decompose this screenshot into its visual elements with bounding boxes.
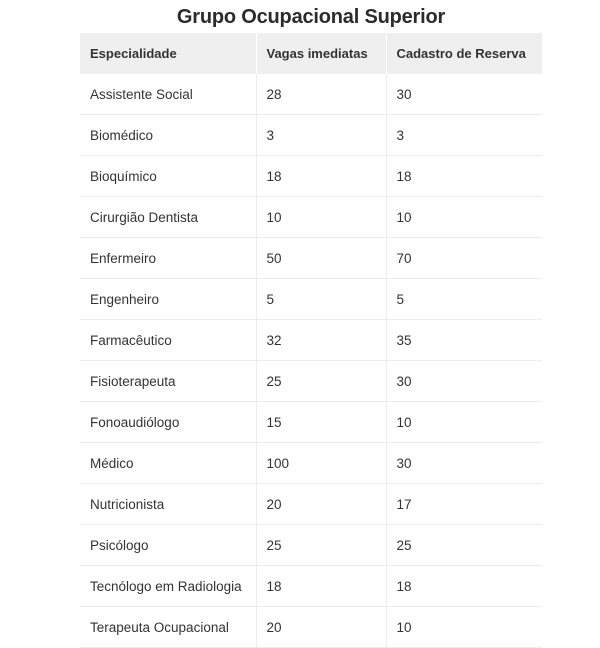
cell-especialidade: Farmacêutico	[80, 320, 256, 361]
cell-cadastro-reserva: 10	[386, 607, 542, 648]
cell-cadastro-reserva: 18	[386, 566, 542, 607]
table-row	[80, 525, 542, 566]
cell-especialidade: Terapeuta Ocupacional	[80, 607, 256, 648]
cell-vagas-imediatas: 20	[256, 607, 386, 648]
cell-cadastro-reserva: 30	[386, 74, 542, 115]
header-especialidade: Especialidade	[80, 33, 256, 74]
cell-especialidade: Psicólogo	[80, 525, 256, 566]
header-cadastro-reserva: Cadastro de Reserva	[386, 33, 542, 74]
cell-vagas-imediatas: 18	[256, 156, 386, 197]
table-row	[80, 197, 542, 238]
cell-cadastro-reserva: 30	[386, 443, 542, 484]
cell-cadastro-reserva: 17	[386, 484, 542, 525]
cell-cadastro-reserva: 3	[386, 115, 542, 156]
cell-vagas-imediatas: 10	[256, 197, 386, 238]
cell-vagas-imediatas: 25	[256, 361, 386, 402]
cell-especialidade: Fisioterapeuta	[80, 361, 256, 402]
cell-especialidade: Tecnólogo em Radiologia	[80, 566, 256, 607]
table-row	[80, 402, 542, 443]
cell-cadastro-reserva: 70	[386, 238, 542, 279]
cell-especialidade: Biomédico	[80, 115, 256, 156]
page-title: Grupo Ocupacional Superior	[176, 6, 446, 28]
table-row	[80, 74, 542, 115]
cell-vagas-imediatas: 25	[256, 525, 386, 566]
vacancies-table	[80, 33, 542, 648]
cell-especialidade: Assistente Social	[80, 74, 256, 115]
table-row	[80, 484, 542, 525]
table-row	[80, 279, 542, 320]
cell-especialidade: Engenheiro	[80, 279, 256, 320]
cell-especialidade: Enfermeiro	[80, 238, 256, 279]
cell-cadastro-reserva: 30	[386, 361, 542, 402]
cell-especialidade: Cirurgião Dentista	[80, 197, 256, 238]
table-row	[80, 443, 542, 484]
cell-vagas-imediatas: 32	[256, 320, 386, 361]
cell-vagas-imediatas: 5	[256, 279, 386, 320]
table-header-row	[80, 33, 542, 74]
table-row	[80, 361, 542, 402]
table-row	[80, 566, 542, 607]
cell-vagas-imediatas: 18	[256, 566, 386, 607]
cell-vagas-imediatas: 20	[256, 484, 386, 525]
table-row	[80, 320, 542, 361]
table-row	[80, 115, 542, 156]
cell-cadastro-reserva: 5	[386, 279, 542, 320]
cell-cadastro-reserva: 10	[386, 402, 542, 443]
cell-cadastro-reserva: 10	[386, 197, 542, 238]
cell-vagas-imediatas: 15	[256, 402, 386, 443]
table-row	[80, 607, 542, 648]
table-row	[80, 156, 542, 197]
cell-cadastro-reserva: 35	[386, 320, 542, 361]
cell-cadastro-reserva: 25	[386, 525, 542, 566]
cell-especialidade: Bioquímico	[80, 156, 256, 197]
cell-vagas-imediatas: 100	[256, 443, 386, 484]
cell-especialidade: Médico	[80, 443, 256, 484]
cell-vagas-imediatas: 50	[256, 238, 386, 279]
cell-vagas-imediatas: 3	[256, 115, 386, 156]
cell-especialidade: Nutricionista	[80, 484, 256, 525]
header-vagas-imediatas: Vagas imediatas	[256, 33, 386, 74]
table-row	[80, 238, 542, 279]
cell-especialidade: Fonoaudiólogo	[80, 402, 256, 443]
cell-vagas-imediatas: 28	[256, 74, 386, 115]
cell-cadastro-reserva: 18	[386, 156, 542, 197]
